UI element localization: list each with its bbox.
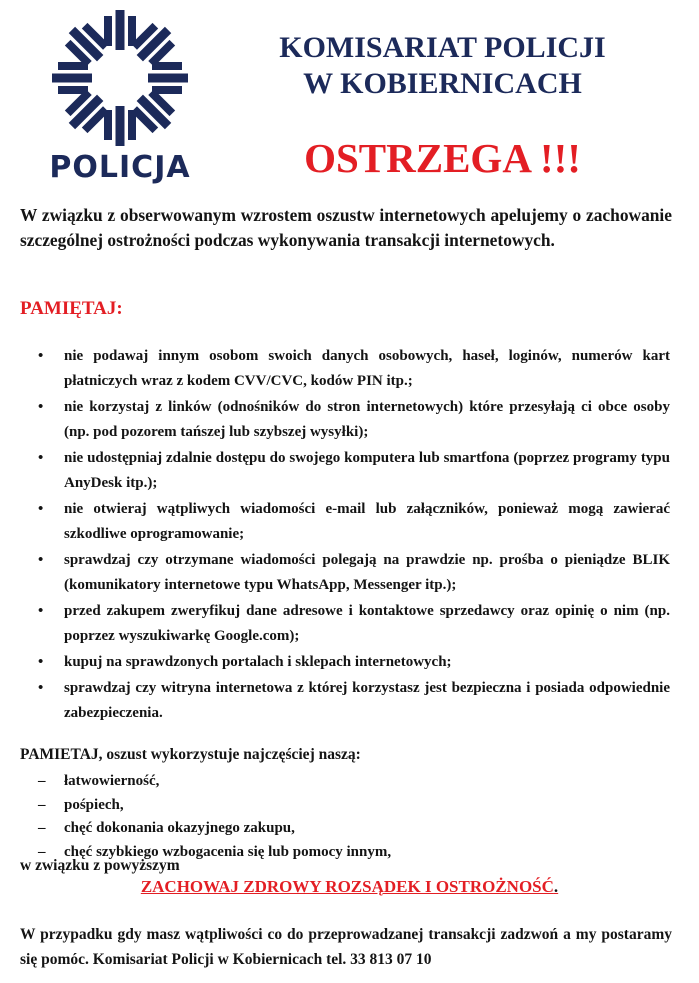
bullet-icon: • [38, 680, 44, 696]
list-item: • nie korzystaj z linków (odnośników do stron internetowych) które przesyłają ci obce osoby (np. pod pozorem tańszej lub szybszej wysyłki); [0, 395, 670, 445]
title-line-2: W KOBIERNICACH [303, 67, 582, 100]
list-item: • przed zakupem zweryfikuj dane adresowe i kontaktowe sprzedawcy oraz opinię o nim (np. poprzez wyszukiwarkę Google.com); [0, 599, 670, 649]
list-item: – pośpiech, [0, 794, 391, 818]
dash-icon: – [38, 796, 46, 813]
title-line-1: KOMISARIAT POLICJI [279, 31, 606, 64]
intro-paragraph: W związku z obserwowanym wzrostem oszustw internetowych apelujemy o zachowanie szczególnej ostrożności podczas wykonywania transakcji internetowych. [20, 205, 672, 250]
list-item: – chęć dokonania okazyjnego zakupu, [0, 817, 391, 841]
bullet-icon: • [38, 654, 44, 670]
bullet-icon: • [38, 501, 44, 517]
list-item: – chęć szybkiego wzbogacenia się lub pomocy innym, [0, 841, 391, 865]
list-item: – łatwowierność, [0, 770, 391, 794]
footer-paragraph: W przypadku gdy masz wątpliwości co do przeprowadzanej transakcji zadzwoń a my postaramy się pomóc. Komisariat Policji w Kobiernicach tel. 33 813 07 10 [20, 926, 672, 968]
dash-icon: – [38, 843, 46, 860]
page-title [230, 30, 655, 102]
caps-message: ZACHOWAJ ZDROWY ROZSĄDEK I OSTROŻNOŚĆ. [140, 877, 559, 896]
dash-icon: – [38, 820, 46, 836]
bullet-icon: • [38, 603, 44, 619]
list-item: • nie udostępniaj zdalnie dostępu do swojego komputera lub smartfona (poprzez programy typu AnyDesk itp.); [0, 446, 670, 496]
bullet-icon: • [38, 552, 44, 568]
dash-icon: – [38, 773, 46, 789]
list-item: • nie podawaj innym osobom swoich danych osobowych, haseł, loginów, numerów kart płatniczych wraz z kodem CVV/CVC, kodów PIN itp.; [0, 344, 670, 394]
police-logo [40, 8, 200, 188]
conclusion-text: w związku z powyższym [20, 857, 180, 874]
bullet-icon: • [38, 450, 44, 466]
list-item: • nie otwieraj wątpliwych wiadomości e-mail lub załączników, ponieważ mogą zawierać szkodliwe oprogramowanie; [0, 497, 670, 547]
list-item: • kupuj na sprawdzonych portalach i sklepach internetowych; [0, 650, 670, 675]
police-star-icon [50, 8, 190, 148]
logo-wordmark: POLICJA [49, 150, 191, 185]
remember-heading: PAMIĘTAJ: [20, 298, 123, 319]
traits-list [0, 770, 391, 864]
bullet-icon: • [38, 399, 44, 415]
tips-list [0, 344, 690, 726]
remember-note: PAMIETAJ, oszust wykorzystuje najczęściej naszą: [20, 746, 361, 763]
list-item: • sprawdzaj czy witryna internetowa z której korzystasz jest bezpieczna i posiada odpowiednie zabezpieczenia. [0, 676, 670, 726]
warning-heading: OSTRZEGA !!! [304, 135, 581, 181]
bullet-icon: • [38, 348, 44, 364]
list-item: • sprawdzaj czy otrzymane wiadomości polegają na prawdzie np. prośba o pieniądze BLIK (komunikatory internetowe typu WhatsApp, Messenger itp.); [0, 548, 670, 598]
